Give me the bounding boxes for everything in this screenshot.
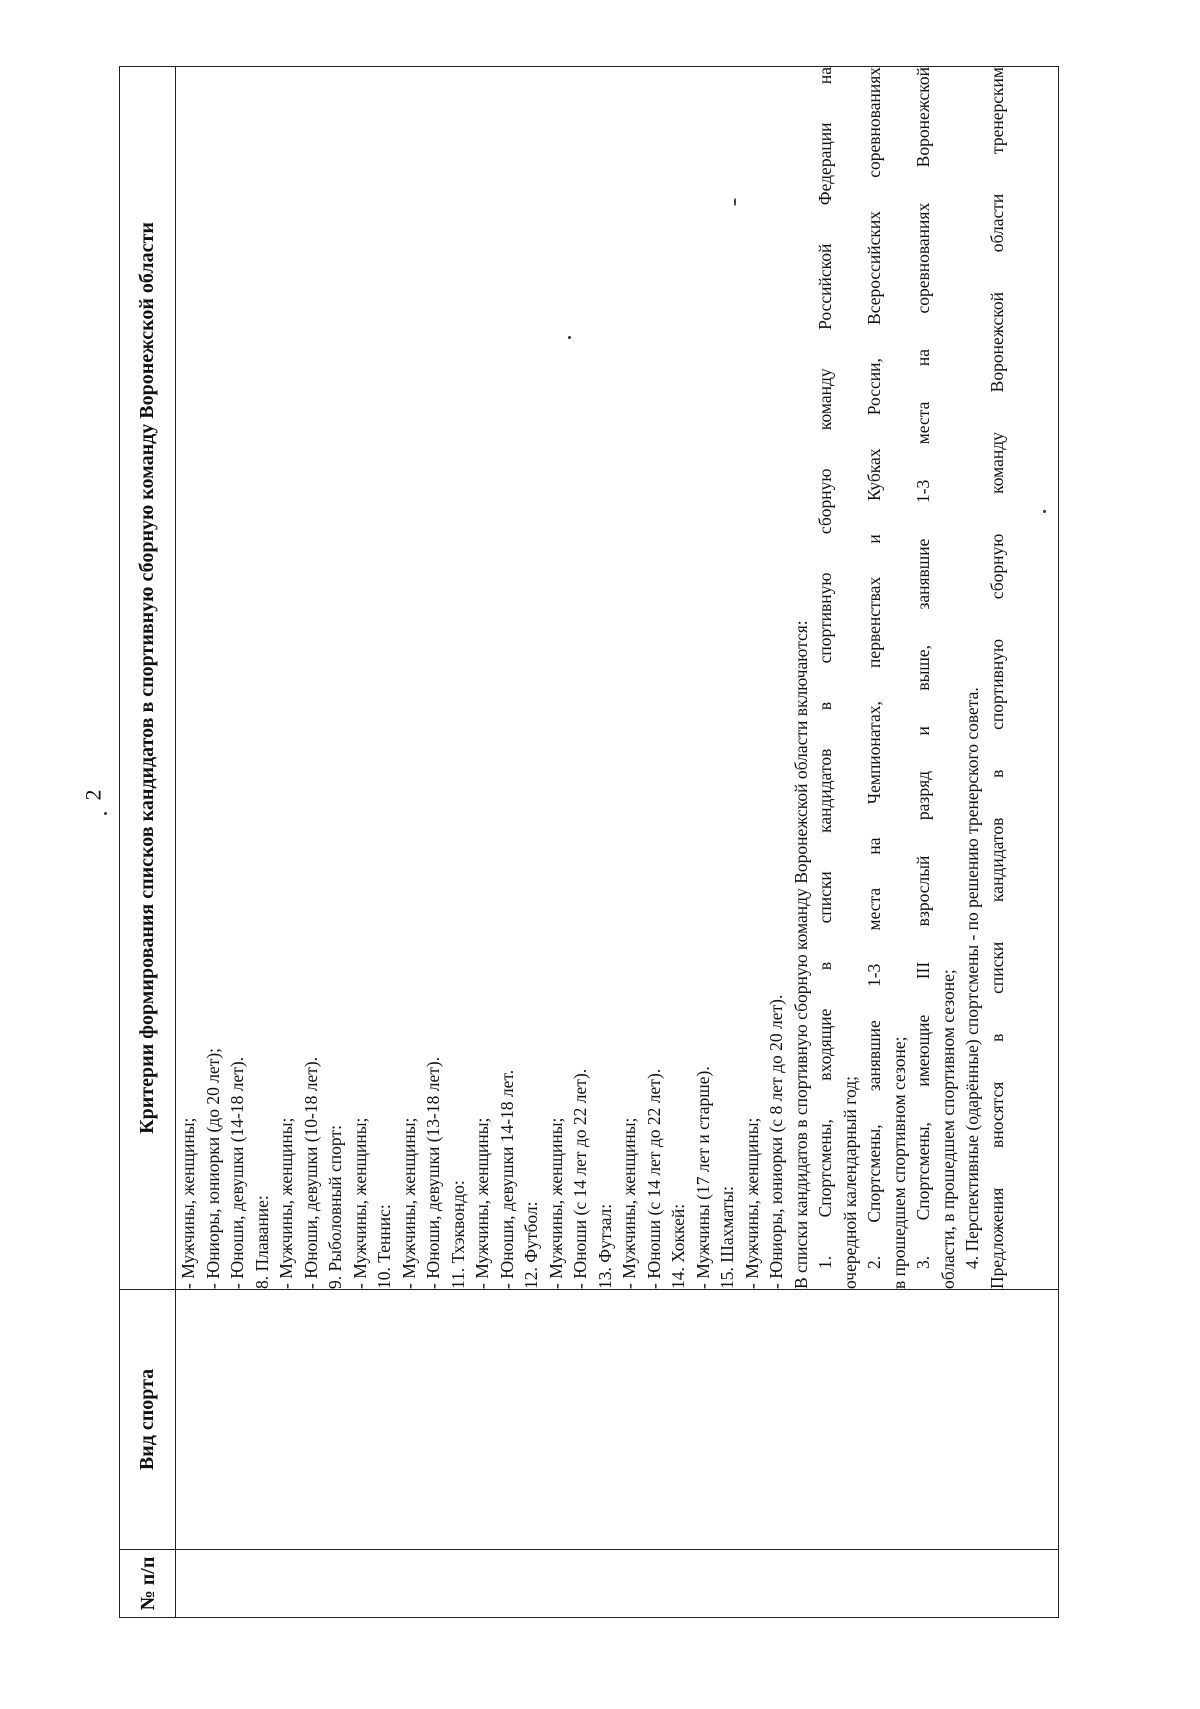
paragraph-continuation: в прошедшем спортивном сезоне; xyxy=(888,1036,909,1289)
header-criteria: Критерии формирования списков кандидатов в спортивную сборную команду Воронежской области xyxy=(120,67,176,1290)
paragraph-continuation: области, в прошедшем спортивном сезоне; xyxy=(937,969,958,1289)
cell-sport xyxy=(176,1290,1059,1550)
criteria-tail xyxy=(960,67,1009,1289)
criteria-table xyxy=(119,66,1059,1618)
criteria-line: - Мужчины, женщины; xyxy=(741,1117,762,1289)
criteria-line: 10. Теннис: xyxy=(374,1204,394,1289)
header-number: № п/п xyxy=(120,1550,176,1618)
criteria-line: - Мужчины, женщины; xyxy=(619,1117,639,1289)
cell-number xyxy=(176,1550,1059,1618)
criteria-line: В списки кандидатов в спортивную сборную команду Воронежской области включаются: xyxy=(790,620,811,1289)
criteria-line: - Мужчины, женщины; xyxy=(472,1117,492,1289)
criteria-tail-line: Предложения вносятся в списки кандидатов в спортивную сборную команду Воронежской области тренерским xyxy=(986,67,1007,1289)
criteria-line: 14. Хоккей: xyxy=(668,1203,688,1289)
table-header-row xyxy=(120,67,176,1618)
paragraph-first-line: 3. Спортсмены, имеющие III взрослый разряд и выше, занявшие 1-3 места на соревнованиях Воронежской xyxy=(913,67,933,1269)
criteria-line: - Юноши (с 14 лет до 22 лет). xyxy=(570,1068,590,1289)
table-row xyxy=(176,67,1059,1618)
paragraph-first-line: 2. Спортсмены, занявшие 1-3 места на Чемпионатах, первенствах и Кубках России, Всероссийских соревнованиях xyxy=(864,67,884,1269)
criteria-line: - Мужчины, женщины; xyxy=(178,1117,198,1289)
criteria-line: - Юноши, девушки (13-18 лет). xyxy=(423,1056,443,1289)
paragraph-continuation: очередной календарный год; xyxy=(839,1076,860,1289)
criteria-lines xyxy=(176,67,813,1289)
criteria-line: - Юноши, девушки (10-18 лет). xyxy=(300,1056,321,1289)
criteria-line: - Мужчины, женщины; xyxy=(349,1117,370,1289)
criteria-line: - Юноши (с 14 лет до 22 лет). xyxy=(643,1068,664,1289)
criteria-line: - Мужчины, женщины; xyxy=(276,1117,296,1289)
criteria-line: 9. Рыболовный спорт: xyxy=(325,1125,345,1289)
criteria-tail-line: 4. Перспективные (одарённые) спортсмены - по решению тренерского совета. xyxy=(962,687,982,1269)
criteria-line: - Юноши, девушки 14-18 лет. xyxy=(496,1069,517,1289)
criteria-line: 15. Шахматы: xyxy=(717,1186,737,1289)
criteria-line: - Мужчины, женщины; xyxy=(398,1117,419,1289)
rotated-table-container xyxy=(119,66,1059,1618)
criteria-line: 8. Плавание: xyxy=(251,1195,272,1289)
header-sport: Вид спорта xyxy=(120,1290,176,1550)
criteria-line: - Юниоры, юниорки (с 8 лет до 20 лет). xyxy=(766,994,786,1289)
criteria-line: - Юноши, девушки (14-18 лет). xyxy=(227,1056,247,1289)
page-number: 2 xyxy=(80,789,106,801)
scan-speck xyxy=(104,812,107,815)
criteria-line: - Мужчины (17 лет и старше). xyxy=(692,1066,713,1289)
criteria-line: 11. Тхэквондо: xyxy=(447,1180,468,1289)
criteria-line: 13. Футзал: xyxy=(594,1203,615,1289)
criteria-line: 12. Футбол: xyxy=(521,1201,541,1289)
paragraph-first-line: 1. Спортсмены, входящие в списки кандидатов в спортивную сборную команду Российской Федерации на xyxy=(815,67,835,1269)
criteria-line: - Юниоры, юниорки (до 20 лет); xyxy=(202,1047,223,1289)
cell-criteria xyxy=(176,67,1059,1290)
criteria-paragraphs xyxy=(813,67,960,1289)
criteria-line: - Мужчины, женщины; xyxy=(545,1117,566,1289)
